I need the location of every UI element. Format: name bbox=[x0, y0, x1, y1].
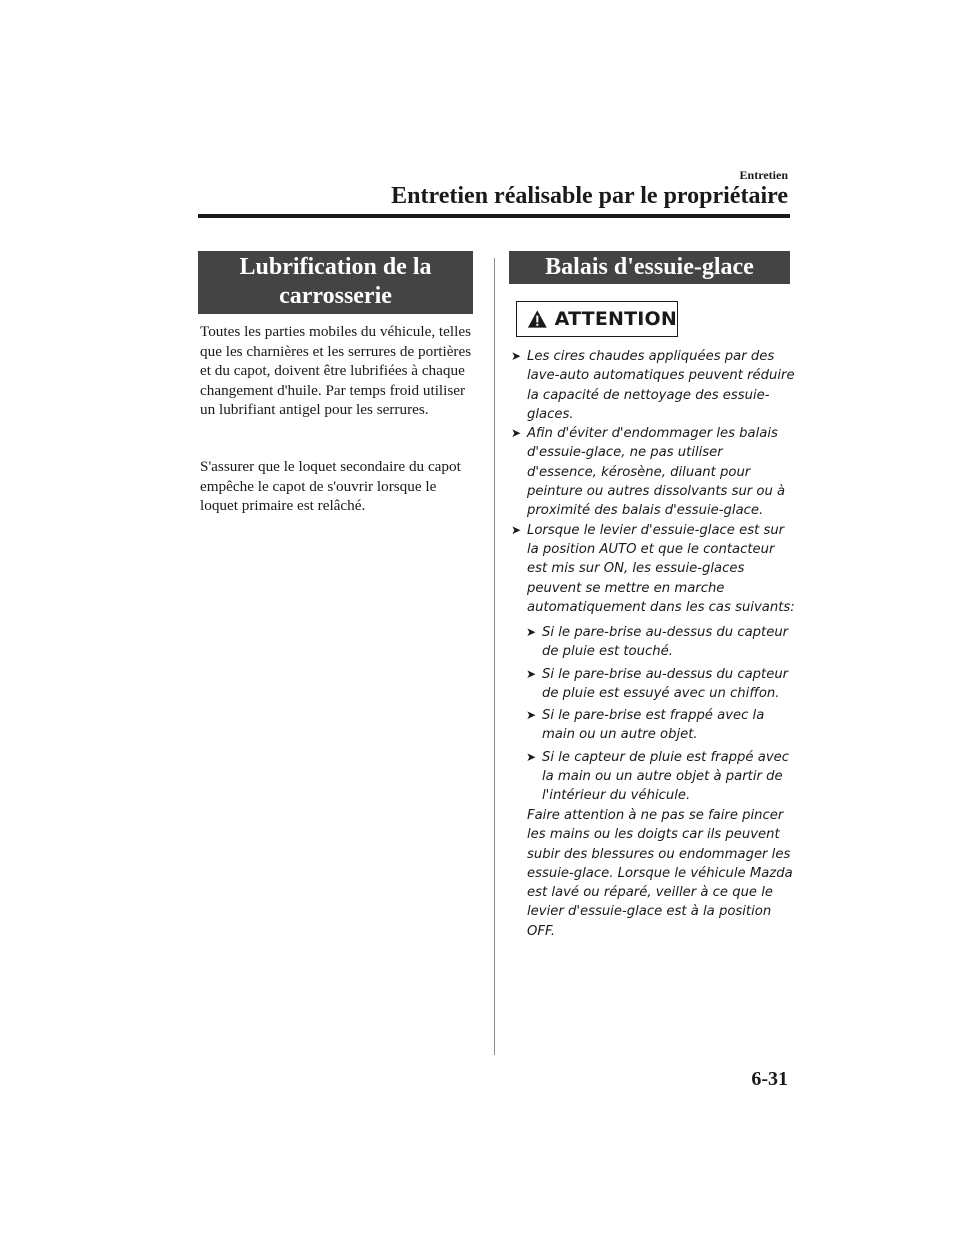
arrow-bullet-icon: ➤ bbox=[526, 749, 537, 764]
list-item: ➤ Si le pare-brise est frappé avec la main ou un autre objet. bbox=[526, 708, 765, 743]
arrow-bullet-icon: ➤ bbox=[511, 349, 522, 363]
arrow-bullet-icon: ➤ bbox=[511, 522, 522, 537]
section-heading-wiper-blades: Balais d'essuie-glace bbox=[509, 251, 790, 284]
arrow-bullet-icon: ➤ bbox=[526, 666, 537, 681]
attention-box bbox=[516, 301, 678, 337]
heading-line-1: Lubrification de la bbox=[239, 254, 432, 280]
section-heading-lubrication bbox=[198, 251, 473, 314]
arrow-bullet-icon: ➤ bbox=[526, 708, 537, 723]
running-header-section: Entretien bbox=[739, 168, 788, 182]
list-item: ➤ Si le capteur de pluie est frappé avec la main ou un autre objet à partir de l'intérieur du véhicule. bbox=[526, 749, 789, 804]
attention-note: Faire attention à ne pas se faire pincer les mains ou les doigts car ils peuvent subir des blessures ou endommager les essuie-glace. Lorsque le véhicule Mazda est lavé ou réparé, veiller à ce que le levier d'essuie-glace est à la position OFF. bbox=[527, 808, 793, 939]
running-header-title: Entretien réalisable par le propriétaire bbox=[391, 183, 788, 209]
list-item: ➤ Afin d'éviter d'endommager les balais d'essuie-glace, ne pas utiliser d'essence, kérosène, diluant pour peinture ou autres dissolvants sur ou à proximité des balais d'essuie-glace. bbox=[511, 426, 786, 519]
lubrication-paragraph-2: S'assurer que le loquet secondaire du capot empêche le capot de s'ouvrir lorsque le loquet primaire est relâché. bbox=[200, 458, 461, 514]
arrow-bullet-icon: ➤ bbox=[526, 625, 537, 639]
list-item: ➤ Lorsque le levier d'essuie-glace est sur la position AUTO et que le contacteur est mis sur ON, les essuie-glaces peuvent se mettre en marche automatiquement dans les cas suivants: bbox=[511, 522, 795, 615]
attention-sub-bullet-list bbox=[525, 623, 793, 809]
header-divider bbox=[198, 214, 790, 218]
attention-bullet-list bbox=[510, 347, 795, 617]
arrow-bullet-icon: ➤ bbox=[511, 426, 522, 441]
list-item: ➤ Si le pare-brise au-dessus du capteur de pluie est essuyé avec un chiffon. bbox=[526, 666, 789, 701]
column-divider bbox=[494, 258, 495, 1055]
list-item: ➤ Les cires chaudes appliquées par des lave-auto automatiques peuvent réduire la capacité de nettoyage des essuie-glaces. bbox=[511, 349, 795, 422]
attention-label: ATTENTION bbox=[554, 308, 677, 330]
heading-line-2: carrosserie bbox=[279, 283, 392, 309]
warning-triangle-icon bbox=[527, 308, 548, 330]
list-item: ➤ Si le pare-brise au-dessus du capteur de pluie est touché. bbox=[526, 625, 789, 660]
lubrication-paragraph-1: Toutes les parties mobiles du véhicule, telles que les charnières et les serrures de portières et du capot, doivent être lubrifiées à chaque changement d'huile. Par temps froid utiliser un lubrifiant antigel pour les serrures. bbox=[200, 323, 472, 418]
page-number: 6-31 bbox=[751, 1068, 788, 1090]
